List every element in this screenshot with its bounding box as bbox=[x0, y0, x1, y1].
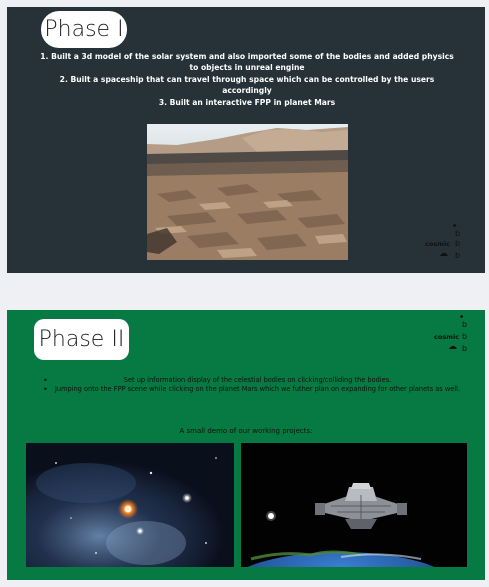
logo-text: cosmic bbox=[425, 240, 451, 248]
list-item: • Jumping onto the FPP scene while clicking on the planet Mars which we futher plan on expanding for other planets as well. bbox=[37, 385, 462, 394]
rocket-icon: ⬩ bbox=[453, 221, 457, 231]
rocket-icon: ⬩ bbox=[460, 312, 464, 322]
mars-terrain-image bbox=[147, 124, 348, 260]
cosmic-logo: ⬩ b cosmic b ☁ b bbox=[434, 312, 468, 353]
phase-2-list bbox=[37, 376, 462, 394]
slide-phase-2 bbox=[7, 310, 485, 580]
list-item: 2. Built a spaceship that can travel through space which can be controlled by the users accordingly bbox=[59, 75, 435, 95]
list-item: • Set up information display of the celestial bodies on clicking/colliding the bodies. bbox=[37, 376, 462, 385]
list-item: 3. Built an interactive FPP in planet Mars bbox=[158, 98, 336, 107]
spaceship-demo-image bbox=[241, 443, 467, 567]
slide-title-phase-2: Phase II bbox=[34, 319, 129, 360]
demo-caption: A small demo of our working projects: bbox=[179, 427, 313, 435]
slide-title-phase-1: Phase I bbox=[41, 11, 127, 48]
logo-text: cosmic bbox=[434, 333, 460, 341]
slide-phase-1 bbox=[7, 7, 485, 273]
planet-icon: ☁ bbox=[439, 249, 448, 259]
list-item: 1. Built a 3d model of the solar system and also imported some of the bodies and added physics to objects in unreal engine bbox=[40, 52, 454, 72]
solar-system-demo-image bbox=[26, 443, 234, 567]
cosmic-logo: ⬩ b cosmic b ☁ b bbox=[425, 221, 461, 260]
planet-icon: ☁ bbox=[448, 342, 457, 352]
phase-1-list bbox=[37, 51, 457, 109]
